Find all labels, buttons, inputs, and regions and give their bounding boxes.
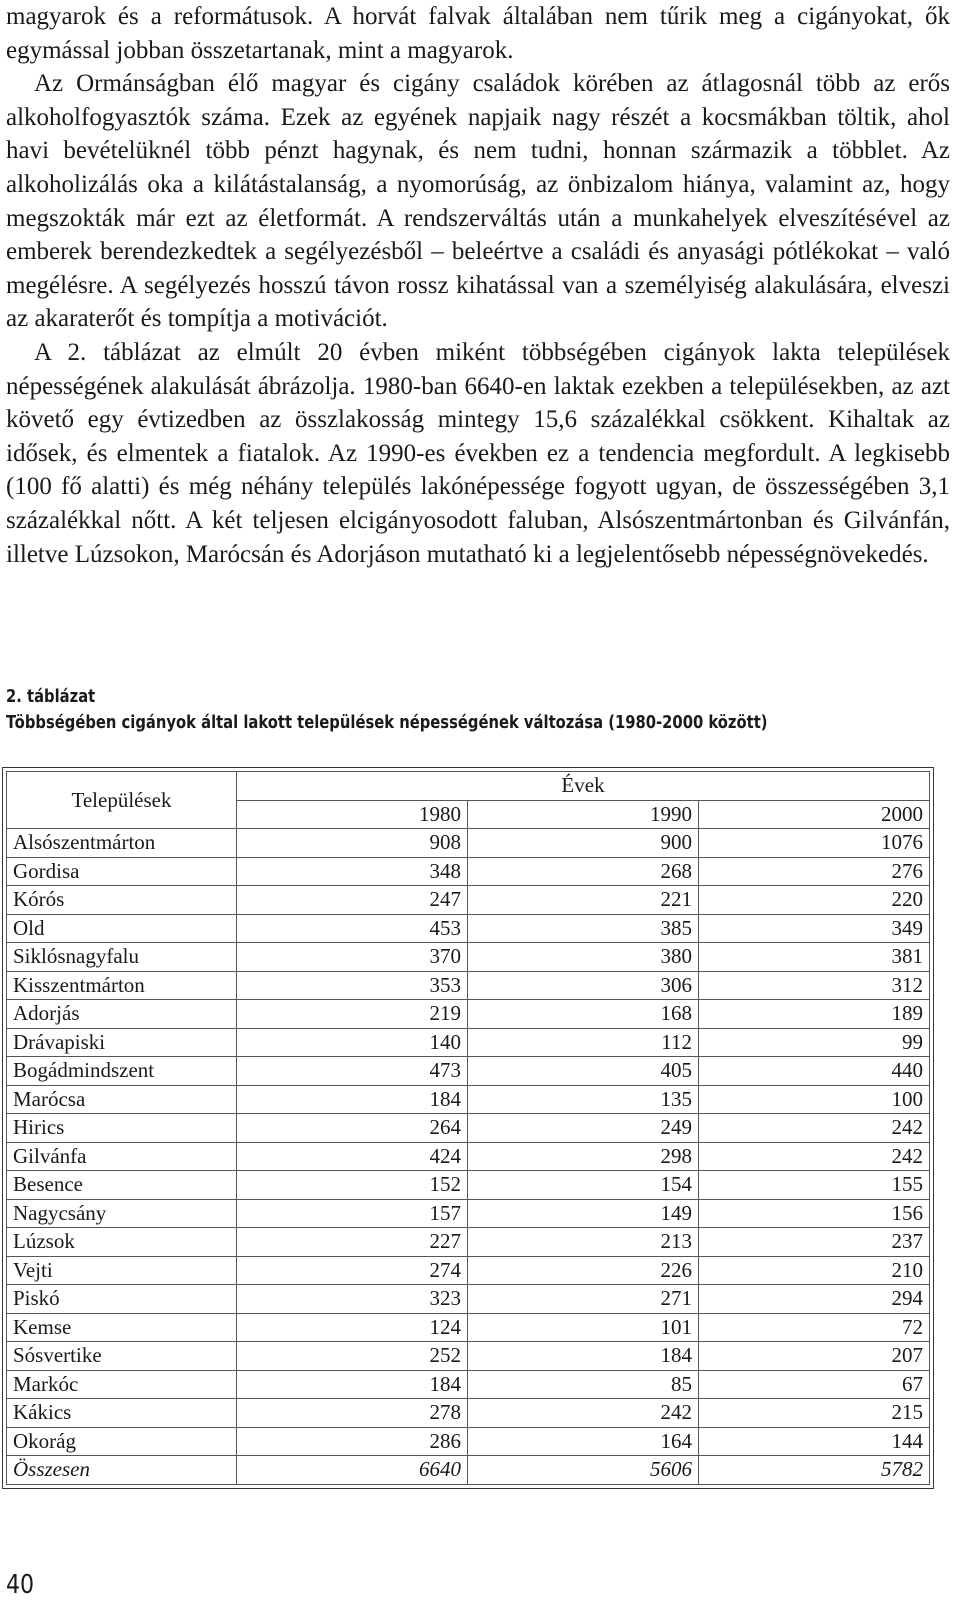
population-value: 274 — [237, 1256, 468, 1285]
population-value: 242 — [699, 1114, 930, 1143]
paragraph: Az Ormánságban élő magyar és cigány családok körében az átlagosnál több az erős alkoholfogyasztók száma. Ezek az egyének napjaik nagy részét a kocsmákban töltik, ahol havi bevételüknél több pénzt hagynak, és nem tudni, honnan származik a többlet. Az alkoholizálás oka a kilátástalanság, a nyomorúság, az önbizalom hiánya, valamint az, hogy megszokták már ezt az életformát. A rendszerváltás után a munkahelyek elveszítésével az emberek berendezkedtek a segélyezésből – beleértve a családi és anyasági pótlékokat – való megélésre. A segélyezés hosszú távon rossz kihatással van a személyiség alakulására, elveszi az akaraterőt és tompítja a motivációt. — [6, 70, 950, 333]
total-value: 5606 — [468, 1456, 699, 1485]
population-value: 380 — [468, 943, 699, 972]
header-years: Évek — [237, 772, 930, 801]
settlement-name: Piskó — [7, 1285, 237, 1314]
population-value: 264 — [237, 1114, 468, 1143]
settlement-name: Vejti — [7, 1256, 237, 1285]
settlement-name: Bogádmindszent — [7, 1057, 237, 1086]
table-row — [7, 1142, 930, 1171]
population-value: 271 — [468, 1285, 699, 1314]
population-value: 168 — [468, 1000, 699, 1029]
population-value: 440 — [699, 1057, 930, 1086]
population-value: 213 — [468, 1228, 699, 1257]
page-number: 40 — [6, 1570, 35, 1600]
body-text — [6, 0, 950, 571]
settlement-name: Gordisa — [7, 857, 237, 886]
table-row — [7, 1028, 930, 1057]
population-value: 210 — [699, 1256, 930, 1285]
population-value: 149 — [468, 1199, 699, 1228]
table-row — [7, 1199, 930, 1228]
population-value: 348 — [237, 857, 468, 886]
population-value: 306 — [468, 971, 699, 1000]
paragraph: magyarok és a reformátusok. A horvát falvak általában nem tűrik meg a cigányokat, ők egymással jobban összetartanak, mint a magyarok. — [6, 3, 950, 64]
population-value: 184 — [237, 1085, 468, 1114]
settlement-name: Lúzsok — [7, 1228, 237, 1257]
population-value: 312 — [699, 971, 930, 1000]
settlement-name: Hirics — [7, 1114, 237, 1143]
population-value: 140 — [237, 1028, 468, 1057]
table-row — [7, 1000, 930, 1029]
table-row — [7, 829, 930, 858]
population-value: 184 — [468, 1342, 699, 1371]
population-value: 226 — [468, 1256, 699, 1285]
settlement-name: Kákics — [7, 1399, 237, 1428]
population-value: 252 — [237, 1342, 468, 1371]
table-row — [7, 1370, 930, 1399]
population-value: 157 — [237, 1199, 468, 1228]
population-value: 453 — [237, 914, 468, 943]
table-row — [7, 1285, 930, 1314]
population-value: 184 — [237, 1370, 468, 1399]
settlement-name: Marócsa — [7, 1085, 237, 1114]
population-value: 385 — [468, 914, 699, 943]
settlement-name: Old — [7, 914, 237, 943]
population-value: 900 — [468, 829, 699, 858]
population-value: 101 — [468, 1313, 699, 1342]
population-value: 268 — [468, 857, 699, 886]
table-row — [7, 1256, 930, 1285]
population-value: 156 — [699, 1199, 930, 1228]
settlement-name: Besence — [7, 1171, 237, 1200]
population-value: 424 — [237, 1142, 468, 1171]
header-year: 1990 — [468, 800, 699, 829]
population-value: 242 — [699, 1142, 930, 1171]
settlement-name: Alsószentmárton — [7, 829, 237, 858]
population-value: 237 — [699, 1228, 930, 1257]
population-value: 298 — [468, 1142, 699, 1171]
table-total-row — [7, 1456, 930, 1485]
population-value: 247 — [237, 886, 468, 915]
population-value: 405 — [468, 1057, 699, 1086]
population-value: 152 — [237, 1171, 468, 1200]
table-row — [7, 914, 930, 943]
settlement-name: Kórós — [7, 886, 237, 915]
table-row — [7, 1114, 930, 1143]
table-caption: Többségében cigányok által lakott települések népességének változása (1980-2000 között) — [6, 712, 768, 733]
total-value: 5782 — [699, 1456, 930, 1485]
population-value: 99 — [699, 1028, 930, 1057]
settlement-name: Siklósnagyfalu — [7, 943, 237, 972]
table-header-row — [7, 772, 930, 801]
population-value: 227 — [237, 1228, 468, 1257]
total-label: Összesen — [7, 1456, 237, 1485]
population-value: 189 — [699, 1000, 930, 1029]
population-value: 207 — [699, 1342, 930, 1371]
table-row — [7, 1399, 930, 1428]
settlement-name: Adorjás — [7, 1000, 237, 1029]
population-value: 1076 — [699, 829, 930, 858]
population-value: 85 — [468, 1370, 699, 1399]
population-value: 349 — [699, 914, 930, 943]
population-value: 220 — [699, 886, 930, 915]
population-value: 67 — [699, 1370, 930, 1399]
population-value: 154 — [468, 1171, 699, 1200]
table-body — [7, 829, 930, 1485]
table-label: 2. táblázat — [6, 686, 96, 707]
population-value: 908 — [237, 829, 468, 858]
population-value: 164 — [468, 1427, 699, 1456]
header-year: 2000 — [699, 800, 930, 829]
population-value: 155 — [699, 1171, 930, 1200]
population-value: 323 — [237, 1285, 468, 1314]
population-value: 144 — [699, 1427, 930, 1456]
table-row — [7, 971, 930, 1000]
header-settlements: Települések — [7, 772, 237, 829]
table-row — [7, 1342, 930, 1371]
settlement-name: Kisszentmárton — [7, 971, 237, 1000]
population-table — [6, 771, 930, 1485]
table-row — [7, 1427, 930, 1456]
header-year: 1980 — [237, 800, 468, 829]
table-row — [7, 857, 930, 886]
table-row — [7, 1228, 930, 1257]
settlement-name: Nagycsány — [7, 1199, 237, 1228]
population-value: 100 — [699, 1085, 930, 1114]
table-row — [7, 886, 930, 915]
settlement-name: Okorág — [7, 1427, 237, 1456]
settlement-name: Kemse — [7, 1313, 237, 1342]
settlement-name: Gilvánfa — [7, 1142, 237, 1171]
settlement-name: Markóc — [7, 1370, 237, 1399]
paragraph: A 2. táblázat az elmúlt 20 évben miként többségében cigányok lakta települések népességének alakulását ábrázolja. 1980-ban 6640-en laktak ezekben a településekben, az azt követő egy évtizedben az összlakosság mintegy 15,6 százalékkal csökkent. Kihaltak az idősek, és elmentek a fiatalok. Az 1990-es években ez a tendencia megfordult. A legkisebb (100 fő alatti) és még néhány település lakónépessége fogyott ugyan, de összességében 3,1 százalékkal nőtt. A két teljesen elcigányosodott faluban, Alsószentmártonban és Gilvánfán, illetve Lúzsokon, Marócsán és Adorjáson mutatható ki a legjelentősebb népességnövekedés. — [6, 338, 950, 568]
population-value: 381 — [699, 943, 930, 972]
population-value: 353 — [237, 971, 468, 1000]
table-row — [7, 943, 930, 972]
population-value: 242 — [468, 1399, 699, 1428]
population-value: 286 — [237, 1427, 468, 1456]
population-value: 278 — [237, 1399, 468, 1428]
table-row — [7, 1085, 930, 1114]
table-row — [7, 1057, 930, 1086]
table-row — [7, 1313, 930, 1342]
population-value: 72 — [699, 1313, 930, 1342]
population-value: 112 — [468, 1028, 699, 1057]
population-value: 135 — [468, 1085, 699, 1114]
population-value: 370 — [237, 943, 468, 972]
population-value: 215 — [699, 1399, 930, 1428]
population-value: 276 — [699, 857, 930, 886]
population-value: 124 — [237, 1313, 468, 1342]
population-value: 473 — [237, 1057, 468, 1086]
population-value: 249 — [468, 1114, 699, 1143]
table-row — [7, 1171, 930, 1200]
population-value: 221 — [468, 886, 699, 915]
settlement-name: Drávapiski — [7, 1028, 237, 1057]
total-value: 6640 — [237, 1456, 468, 1485]
population-value: 294 — [699, 1285, 930, 1314]
population-value: 219 — [237, 1000, 468, 1029]
settlement-name: Sósvertike — [7, 1342, 237, 1371]
